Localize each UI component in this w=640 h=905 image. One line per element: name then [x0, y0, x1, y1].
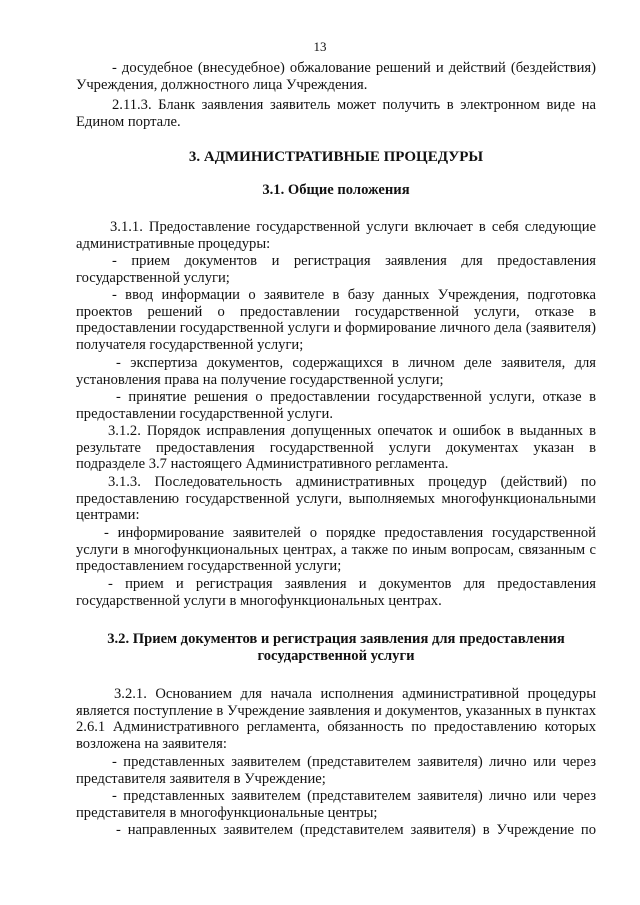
- list-item: - ввод информации о заявителе в базу данных Учреждения, подготовка проектов решений о предоставлении государственной услуги, отказе в предоставлении государственной услуги и формирование личного дела (заявителя) получателя государственной услуги;: [76, 287, 596, 353]
- paragraph-3-2-1: 3.2.1. Основанием для начала исполнения административной процедуры является поступление в Учреждение заявления и документов, указанных в пунктах 2.6.1 Административного регламента, обязанность по предоставлению которых возложена на заявителя:: [76, 686, 596, 752]
- paragraph-3-1-1: 3.1.1. Предоставление государственной услуги включает в себя следующие административные процедуры:: [76, 219, 596, 252]
- paragraph-3-1-3: 3.1.3. Последовательность административных процедур (действий) по предоставлению государственной услуги, выполняемых многофункциональными центрами:: [76, 474, 596, 523]
- paragraph-2-11-3: 2.11.3. Бланк заявления заявитель может получить в электронном виде на Едином портале.: [76, 97, 596, 130]
- subsection-3-2-heading-line2: государственной услуги: [257, 648, 415, 664]
- section-3-heading: 3. АДМИНИСТРАТИВНЫЕ ПРОЦЕДУРЫ: [188, 149, 484, 165]
- list-item: - информирование заявителей о порядке предоставления государственной услуги в многофункциональных центрах, а также по иным вопросам, связанным с предоставлением государственной услуги;: [76, 525, 596, 574]
- list-item: - прием документов и регистрация заявления для предоставления государственной услуги;: [76, 253, 596, 286]
- subsection-3-2-heading-line1: 3.2. Прием документов и регистрация заявления для предоставления: [107, 631, 565, 647]
- list-item: - прием и регистрация заявления и документов для предоставления государственной услуги в многофункциональных центрах.: [76, 576, 596, 609]
- list-item: - экспертиза документов, содержащихся в личном деле заявителя, для установления права на получение государственной услуги;: [76, 355, 596, 388]
- list-item: - представленных заявителем (представителем заявителя) лично или через представителя заявителя в Учреждение;: [76, 754, 596, 787]
- list-item: - представленных заявителем (представителем заявителя) лично или через представителя в многофункциональные центры;: [76, 788, 596, 821]
- page-number: 13: [313, 39, 327, 54]
- list-item: - направленных заявителем (представителем заявителя) в Учреждение по: [116, 822, 596, 838]
- paragraph-appeal: - досудебное (внесудебное) обжалование решений и действий (бездействия) Учреждения, должностного лица Учреждения.: [76, 60, 596, 93]
- subsection-3-1-heading: 3.1. Общие положения: [262, 182, 410, 198]
- paragraph-3-1-2: 3.1.2. Порядок исправления допущенных опечаток и ошибок в выданных в результате предоставления государственной услуги документах указан в подразделе 3.7 настоящего Административного регламента.: [76, 423, 596, 472]
- list-item: - принятие решения о предоставлении государственной услуги, отказе в предоставлении государственной услуги.: [76, 389, 596, 422]
